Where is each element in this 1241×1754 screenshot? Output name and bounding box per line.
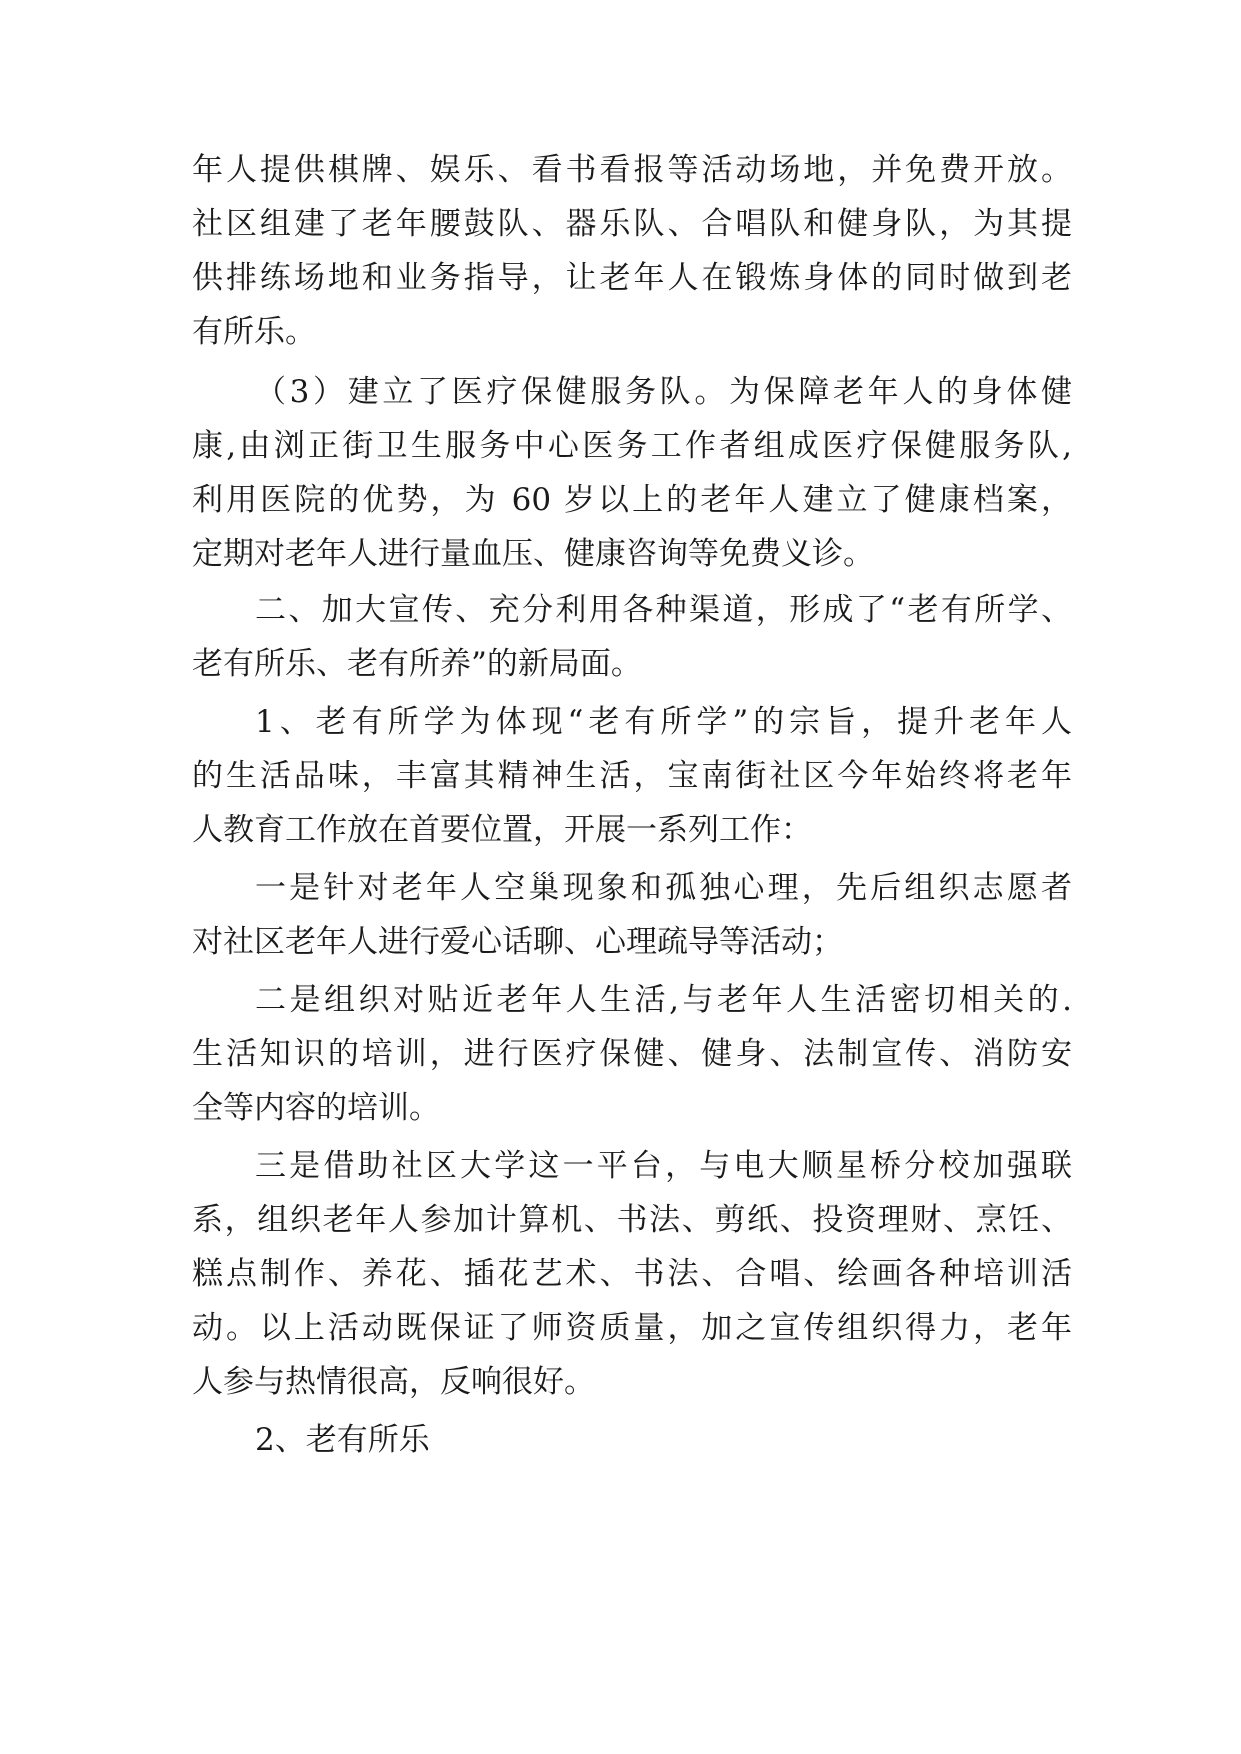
text-line: 人参与热情很高，反响很好。 — [192, 1364, 595, 1400]
text-line: 年人提供棋牌、娱乐、看书看报等活动场地，并免费开放。 — [192, 152, 1072, 188]
text-line: 1、老有所学为体现“老有所学”的宗旨，提升老年人 — [255, 704, 1072, 740]
text-line: 全等内容的培训。 — [192, 1090, 440, 1126]
section-heading: 2、老有所乐 — [255, 1422, 430, 1458]
text-line: 对社区老年人进行爱心话聊、心理疏导等活动； — [192, 924, 843, 960]
text-line: 人教育工作放在首要位置，开展一系列工作： — [192, 812, 812, 848]
text-line: 供排练场地和业务指导，让老年人在锻炼身体的同时做到老 — [192, 260, 1072, 296]
text-line: 有所乐。 — [192, 314, 316, 350]
text-line: 定期对老年人进行量血压、健康咨询等免费义诊。 — [192, 536, 874, 572]
text-line: 康,由浏正街卫生服务中心医务工作者组成医疗保健服务队, — [192, 428, 1072, 464]
text-line: （3）建立了医疗保健服务队。为保障老年人的身体健 — [255, 374, 1072, 410]
text-line: 动。以上活动既保证了师资质量，加之宣传组织得力，老年 — [192, 1310, 1072, 1346]
text-line: 社区组建了老年腰鼓队、器乐队、合唱队和健身队，为其提 — [192, 206, 1072, 242]
text-line: 的生活品味，丰富其精神生活，宝南街社区今年始终将老年 — [192, 758, 1072, 794]
text-line: 三是借助社区大学这一平台，与电大顺星桥分校加强联 — [255, 1148, 1072, 1184]
text-line: 一是针对老年人空巢现象和孤独心理，先后组织志愿者 — [255, 870, 1072, 906]
text-line: 二是组织对贴近老年人生活,与老年人生活密切相关的. — [255, 982, 1072, 1018]
text-line: 系，组织老年人参加计算机、书法、剪纸、投资理财、烹饪、 — [192, 1202, 1072, 1238]
text-line: 利用医院的优势，为 60 岁以上的老年人建立了健康档案， — [192, 482, 1072, 518]
text-line: 老有所乐、老有所养”的新局面。 — [192, 646, 642, 682]
text-line: 二、加大宣传、充分利用各种渠道，形成了“老有所学、 — [255, 592, 1072, 628]
text-line: 生活知识的培训，进行医疗保健、健身、法制宣传、消防安 — [192, 1036, 1072, 1072]
text-line: 糕点制作、养花、插花艺术、书法、合唱、绘画各种培训活 — [192, 1256, 1072, 1292]
